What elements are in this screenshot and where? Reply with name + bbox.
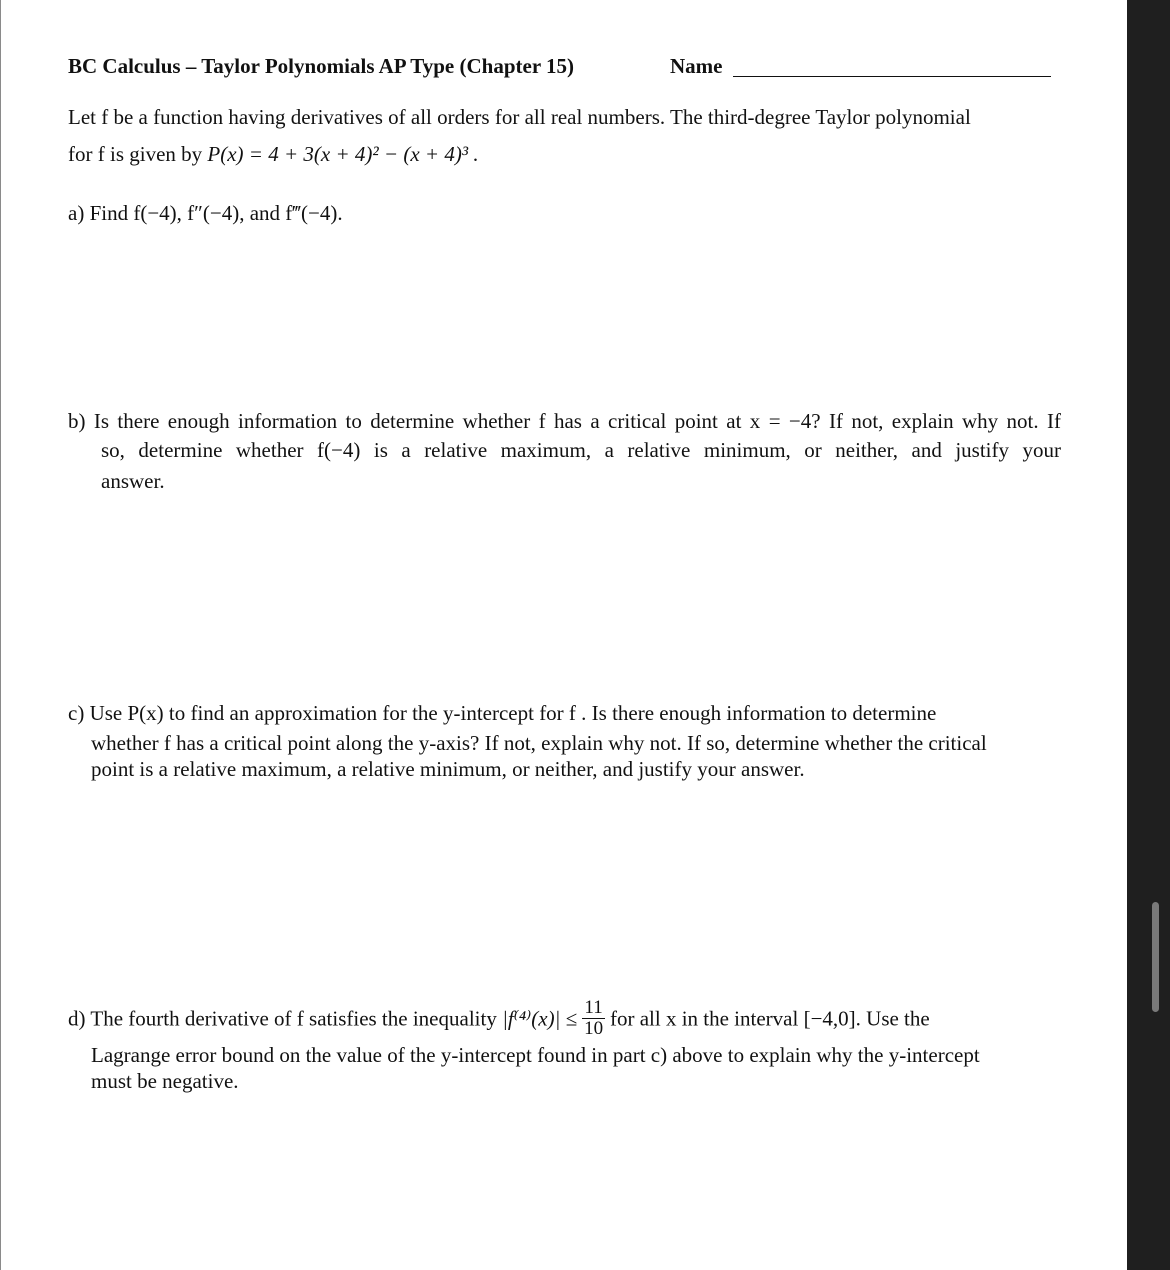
- part-c-line-3: point is a relative maximum, a relative minimum, or neither, and justify your answer.: [91, 757, 805, 781]
- scrollbar-track[interactable]: [1127, 0, 1170, 1270]
- fraction-numerator: 11: [584, 997, 603, 1018]
- part-b-line-1: b) Is there enough information to determine whether f has a critical point at x = −4? If not, explain why not. If: [68, 409, 1061, 433]
- intro-line-2-prefix: for f is given by: [68, 142, 203, 166]
- error-bound-fraction: [582, 998, 604, 1039]
- intro-line-2: [68, 141, 479, 168]
- part-c-line-1: c) Use P(x) to find an approximation for the y-intercept for f . Is there enough information to determine: [68, 701, 937, 725]
- part-d-line-2: Lagrange error bound on the value of the y-intercept found in part c) above to explain why the y-intercept: [91, 1043, 980, 1067]
- name-label: Name: [670, 54, 723, 78]
- part-d-prefix: d) The fourth derivative of f satisfies the inequality: [68, 1006, 497, 1031]
- part-d-line-3: must be negative.: [91, 1069, 239, 1093]
- scrollbar-thumb[interactable]: [1152, 902, 1159, 1012]
- part-c-line-2: whether f has a critical point along the y-axis? If not, explain why not. If so, determine whether the critical: [91, 731, 987, 755]
- worksheet-title: BC Calculus – Taylor Polynomials AP Type (Chapter 15): [68, 54, 575, 78]
- part-b-line-2: so, determine whether f(−4) is a relative maximum, a relative minimum, or neither, and justify your: [101, 438, 1061, 462]
- part-a-question: a) Find f(−4), f″(−4), and f‴(−4).: [68, 201, 343, 225]
- intro-line-1: Let f be a function having derivatives of all orders for all real numbers. The third-degree Taylor polynomial: [68, 105, 971, 129]
- name-blank-line: [733, 76, 1051, 77]
- part-d-inequality: |f⁽⁴⁾(x)| ≤: [502, 1006, 578, 1031]
- part-b-line-3: answer.: [101, 469, 165, 493]
- taylor-polynomial: P(x) = 4 + 3(x + 4)² − (x + 4)³ .: [207, 142, 479, 166]
- fraction-denominator: 10: [584, 1018, 604, 1039]
- part-d-line-1: [68, 997, 930, 1041]
- part-d-suffix: for all x in the interval [−4,0]. Use the: [609, 1006, 930, 1031]
